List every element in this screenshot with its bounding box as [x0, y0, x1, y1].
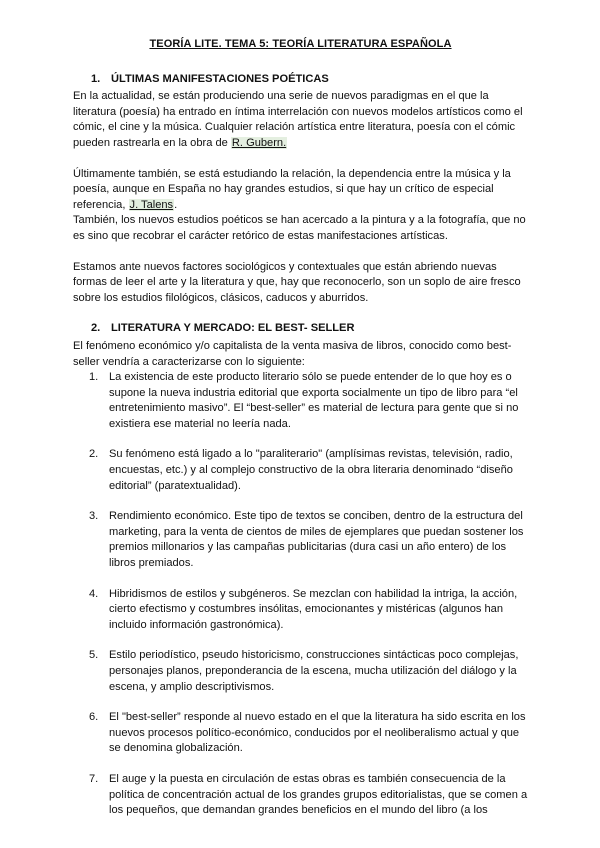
paragraph-2-text: Últimamente también, se está estudiando la relación, la dependencia entre la música y la poesía, aunque en España no hay grandes estudios, si que hay un crítico de especial referencia,: [73, 167, 511, 211]
section-1-paragraph-4: Estamos ante nuevos factores sociológicos y contextuales que están abriendo nuevas formas de leer el arte y la literatura y que, hay que reconocerlo, son un soplo de aire fresco sobre los estudios filológicos, clásicos, caducos y aburridos.: [73, 260, 521, 304]
list-item-number: 7.: [89, 772, 99, 785]
list-item: [73, 587, 528, 634]
list-item-number: 5.: [89, 649, 99, 662]
list-item: [73, 772, 528, 819]
spacer: [73, 245, 528, 260]
section-2-intro: El fenómeno económico y/o capitalista de la venta masiva de libros, conocido como best-seller vendría a caracterizarse con lo siguiente:: [73, 339, 512, 368]
list-item-number: 3.: [89, 510, 99, 523]
list-item-text: Estilo periodístico, pseudo historicismo, construcciones sintácticas poco complejas, personajes planos, preponderancia de la escena, mucha utilización del diálogo y la escena, y amplio descriptivismos.: [109, 649, 519, 693]
section-1-paragraph-2: [73, 167, 528, 214]
spacer: [73, 306, 528, 321]
list-item-number: 6.: [89, 711, 99, 724]
section-1-title: ÚLTIMAS MANIFESTACIONES POÉTICAS: [111, 72, 329, 85]
list-item-text: Hibridismos de estilos y subgéneros. Se mezclan con habilidad la intriga, la acción, cierto efectismo y costumbres insólitas, emocionantes y mistéricas (algunos han incluido información gastronómica).: [109, 587, 518, 631]
section-2-number: 2.: [91, 322, 101, 335]
list-item-number: 2.: [89, 448, 99, 461]
list-item: [73, 710, 528, 757]
list-item: [73, 509, 528, 571]
list-item-text: El auge y la puesta en circulación de estas obras es también consecuencia de la política de concentración actual de los grandes grupos editorialistas, que se comen a los pequeños, que demandan grandes beneficios en el mundo del libro (a los: [109, 772, 528, 817]
document-title: TEORÍA LITE. TEMA 5: TEORÍA LITERATURA ESPAÑOLA: [149, 38, 452, 50]
paragraph-1-text: En la actualidad, se están produciendo una serie de nuevos paradigmas en el que la literatura (poesía) ha entrado en íntima interrelación con nuevos modelos artísticos como el cómic, el cine y la música. Cualquier relación artística entre literatura, poesía con el cómic pueden rastrearla en la obra de: [73, 90, 523, 149]
list-item-text: Rendimiento económico. Este tipo de textos se conciben, dentro de la estructura del marketing, para la venta de cientos de miles de ejemplares que puedan sostener los premios millonarios y las campañas publicitarias (dura casi un año entero) de los libros premiados.: [109, 510, 524, 570]
list-item-number: 4.: [89, 587, 99, 600]
gubern-link[interactable]: R. Gubern.: [231, 136, 287, 149]
section-2-title: LITERATURA Y MERCADO: EL BEST- SELLER: [111, 322, 355, 335]
section-2-heading: [73, 321, 528, 337]
list-item-text: El "best-seller” responde al nuevo estado en el que la literatura ha sido escrita en los nuevos procesos político-económico, conducidos por el neoliberalismo actual y que se denomina globalización.: [109, 711, 526, 755]
list-item: [73, 370, 528, 432]
section-1-paragraph-3: También, los nuevos estudios poéticos se han acercado a la pintura y a la fotografía, que no es sino que recobrar el carácter retórico de estas manifestaciones artísticas.: [73, 214, 526, 242]
list-item: [73, 648, 528, 695]
list-item-text: Su fenómeno está ligado a lo "paraliterario" (amplísimas revistas, televisión, radio, encuestas, etc.) y al complejo constructivo de la obra literaria denominado “diseño editorial” (paratextualidad).: [109, 448, 513, 492]
paragraph-2-end: .: [174, 198, 178, 211]
spacer: [73, 152, 528, 167]
list-item: [73, 447, 528, 494]
section-1-number: 1.: [91, 72, 101, 85]
list-item-number: 1.: [89, 371, 99, 384]
list-item-text: La existencia de este producto literario sólo se puede entender de lo que hoy es o supone la nueva industria editorial que exporta socialmente un tipo de libro para “el entretenimiento masivo”. El “best-seller” es material de lectura para gente que si no existiera ese material no leería nada.: [109, 371, 519, 430]
best-seller-list: [73, 370, 528, 819]
section-1-paragraph-1: [73, 89, 528, 151]
section-1-heading: [73, 72, 528, 88]
talens-link[interactable]: J. Talens: [129, 198, 174, 211]
